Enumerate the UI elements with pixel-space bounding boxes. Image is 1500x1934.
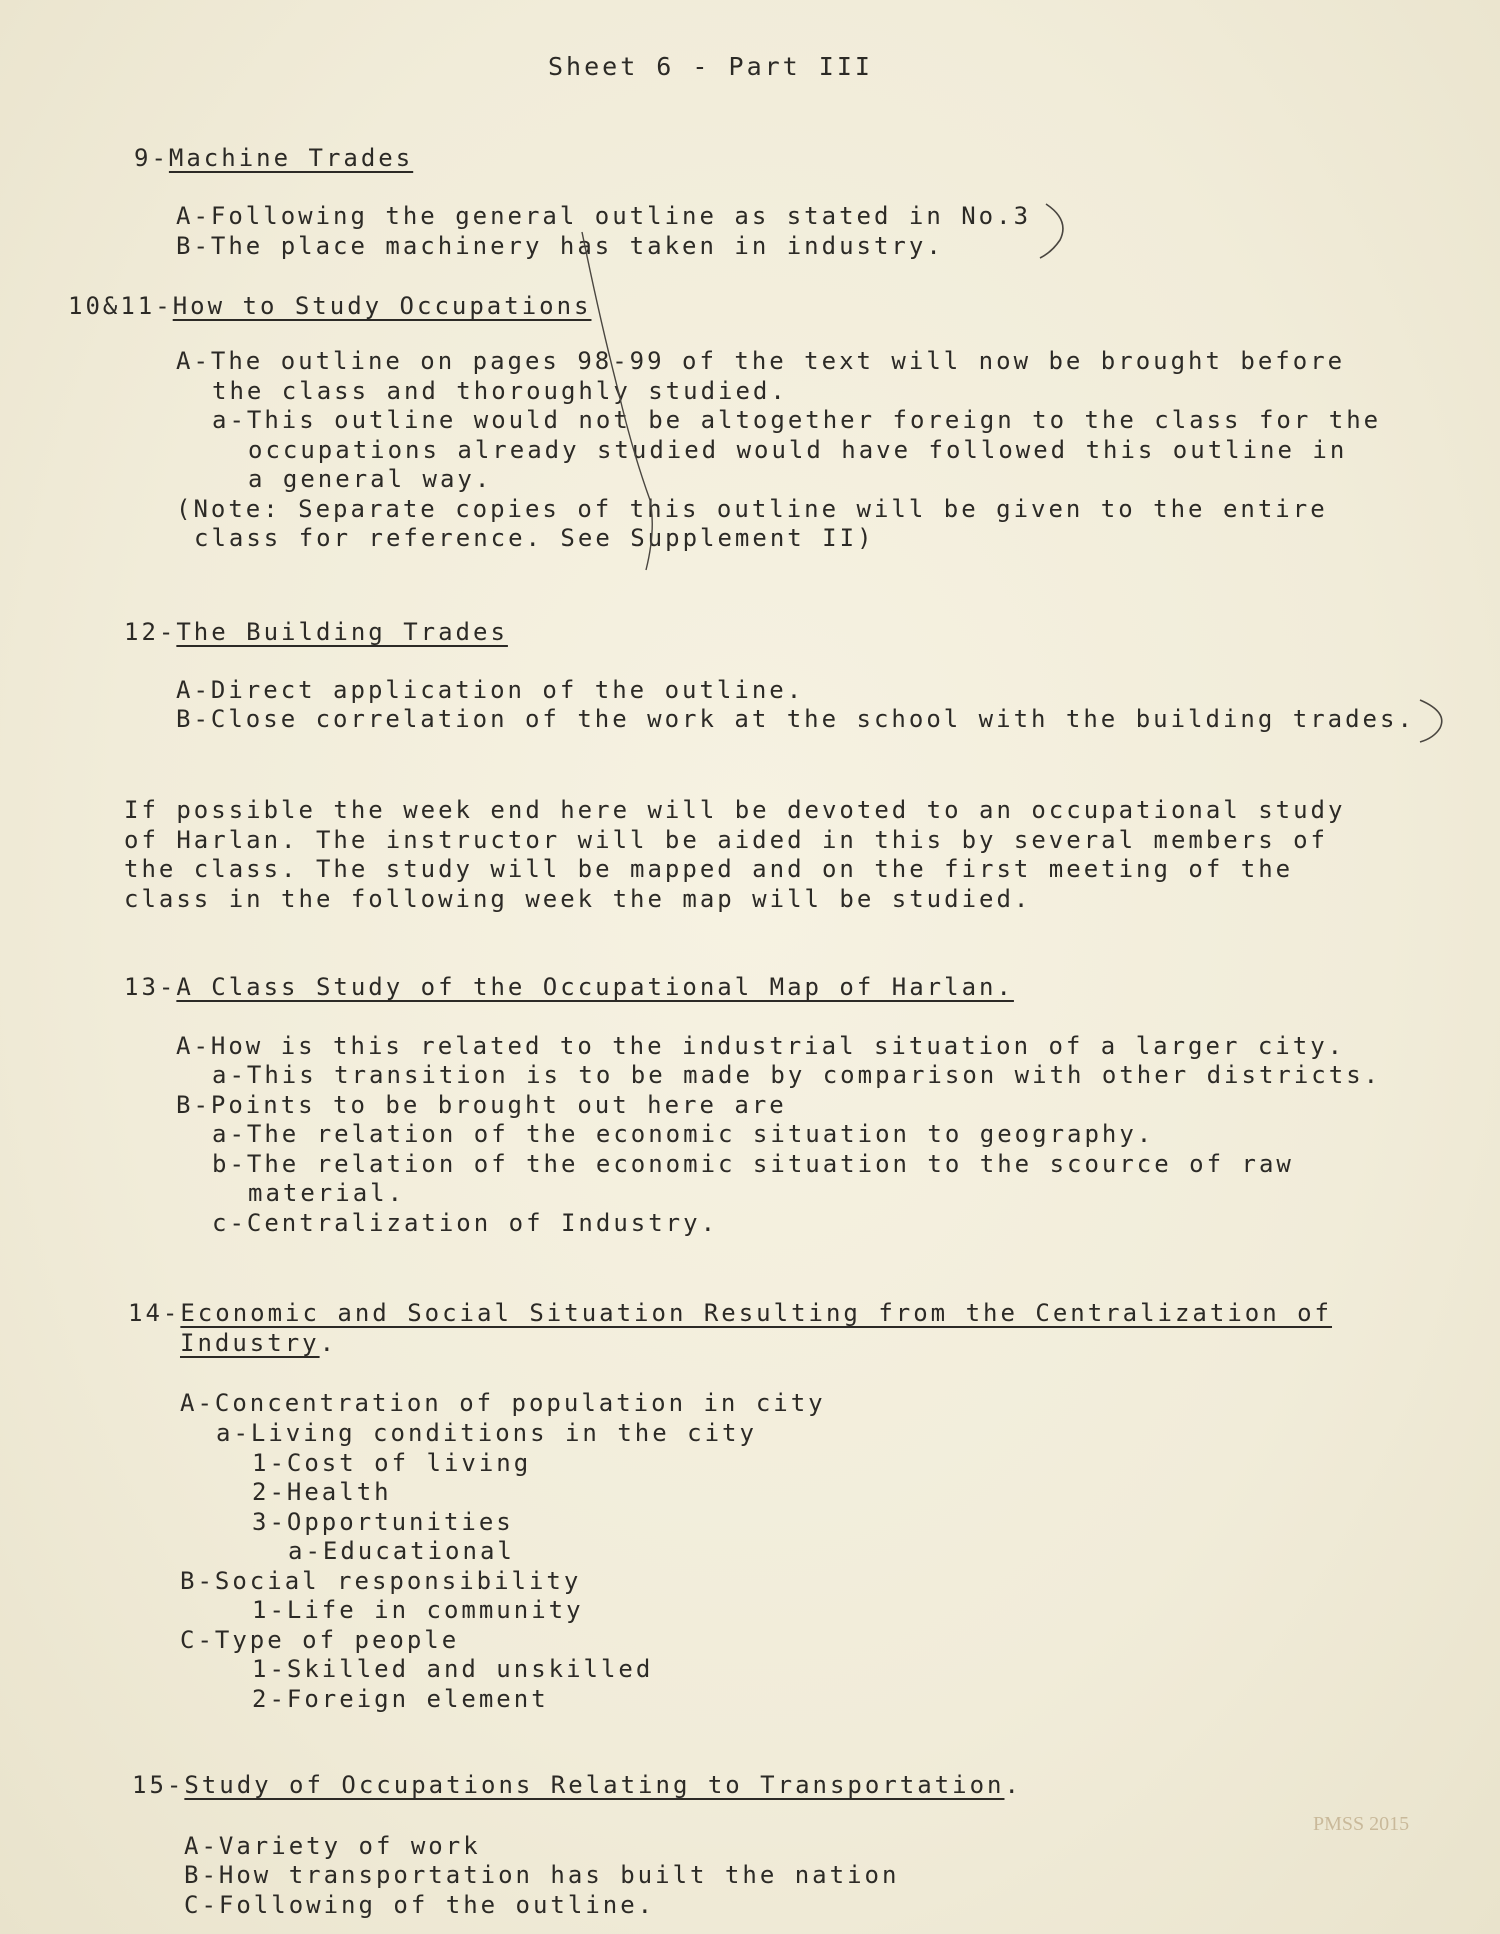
paragraph-line: of Harlan. The instructor will be aided in this by several members of bbox=[124, 826, 1328, 854]
outline-line: a general way. bbox=[248, 465, 493, 493]
section-title: Study of Occupations Relating to Transportation bbox=[184, 1771, 1005, 1799]
section-title: Economic and Social Situation Resulting from the Centralization of bbox=[180, 1299, 1333, 1327]
outline-line: A-Variety of work bbox=[184, 1832, 481, 1860]
note-line: (Note: Separate copies of this outline will be given to the entire bbox=[176, 495, 1328, 523]
outline-line: 1-Cost of living bbox=[252, 1449, 532, 1477]
outline-line: A-Following the general outline as stated in No.3 bbox=[176, 202, 1032, 230]
pencil-stroke-mark bbox=[582, 232, 652, 570]
section-number: 14- bbox=[128, 1299, 181, 1327]
pencil-bracket-mark bbox=[1040, 204, 1063, 258]
paragraph-line: the class. The study will be mapped and on the first meeting of the bbox=[124, 855, 1294, 883]
section-number: 15- bbox=[132, 1771, 185, 1799]
outline-line: a-This transition is to be made by comparison with other districts. bbox=[212, 1061, 1382, 1089]
outline-line: occupations already studied would have followed this outline in bbox=[248, 436, 1348, 464]
section-number: 13- bbox=[124, 973, 177, 1001]
outline-line: 3-Opportunities bbox=[252, 1508, 514, 1536]
section-number: 9- bbox=[134, 144, 169, 172]
outline-line: B-How transportation has built the nation bbox=[184, 1861, 900, 1889]
section-title-tail: . bbox=[1004, 1771, 1022, 1799]
paragraph-line: class in the following week the map will be studied. bbox=[124, 885, 1032, 913]
outline-line: A-How is this related to the industrial situation of a larger city. bbox=[176, 1032, 1346, 1060]
outline-line: B-Points to be brought out here are bbox=[176, 1091, 787, 1119]
outline-line: 1-Skilled and unskilled bbox=[252, 1655, 654, 1683]
outline-line: A-Direct application of the outline. bbox=[176, 676, 805, 704]
section-number: 12- bbox=[124, 618, 177, 646]
section-title: Machine Trades bbox=[168, 144, 414, 172]
section-title: A Class Study of the Occupational Map of Harlan. bbox=[176, 973, 1014, 1001]
outline-line: A-The outline on pages 98-99 of the text will now be brought before bbox=[176, 347, 1346, 375]
pencil-bracket-mark bbox=[1420, 700, 1442, 742]
page-title: Sheet 6 - Part III bbox=[548, 52, 873, 81]
outline-line: c-Centralization of Industry. bbox=[212, 1209, 719, 1237]
section-title: How to Study Occupations bbox=[172, 292, 592, 320]
outline-line: material. bbox=[248, 1179, 406, 1207]
outline-line: a-Living conditions in the city bbox=[216, 1419, 757, 1447]
section-title-cont: Industry bbox=[180, 1329, 320, 1357]
outline-line: B-Close correlation of the work at the school with the building trades. bbox=[176, 705, 1415, 733]
outline-line: a-This outline would not be altogether foreign to the class for the bbox=[212, 406, 1382, 434]
outline-line: C-Following of the outline. bbox=[184, 1891, 656, 1919]
outline-line: 2-Health bbox=[252, 1478, 392, 1506]
outline-line: 1-Life in community bbox=[252, 1596, 584, 1624]
archive-watermark: PMSS 2015 bbox=[1313, 1813, 1410, 1835]
section-number: 10&11- bbox=[68, 292, 173, 320]
outline-line: C-Type of people bbox=[180, 1626, 460, 1654]
outline-line: a-Educational bbox=[288, 1537, 515, 1565]
note-line: class for reference. See Supplement II) bbox=[194, 524, 875, 552]
outline-line: B-The place machinery has taken in industry. bbox=[176, 232, 944, 260]
section-title: The Building Trades bbox=[176, 618, 508, 646]
outline-line: 2-Foreign element bbox=[252, 1685, 549, 1713]
outline-line: B-Social responsibility bbox=[180, 1567, 582, 1595]
outline-line: the class and thoroughly studied. bbox=[212, 377, 788, 405]
outline-line: a-The relation of the economic situation to geography. bbox=[212, 1120, 1155, 1148]
outline-line: b-The relation of the economic situation to the scource of raw bbox=[212, 1150, 1294, 1178]
section-title-tail: . bbox=[319, 1329, 338, 1357]
paragraph-line: If possible the week end here will be devoted to an occupational study bbox=[124, 796, 1346, 824]
outline-line: A-Concentration of population in city bbox=[180, 1389, 826, 1417]
